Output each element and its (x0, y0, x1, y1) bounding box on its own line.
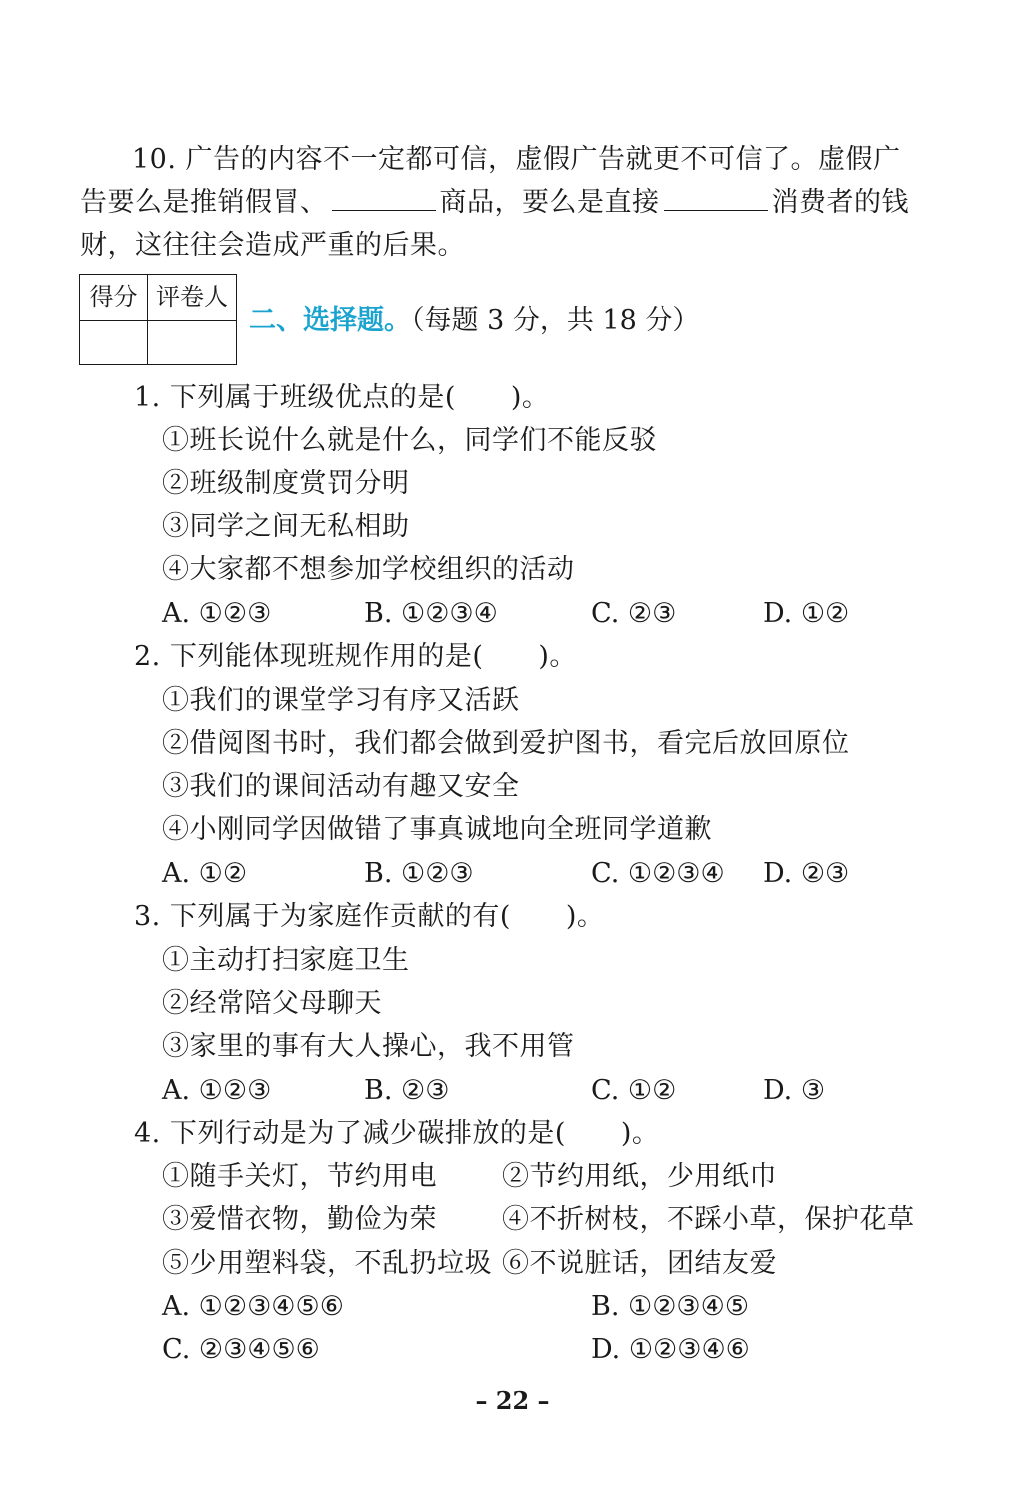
section-heading: 二、选择题。 (249, 305, 411, 336)
question-3-option-c[interactable]: C. ①② (591, 1075, 677, 1106)
question-1-option-c[interactable]: C. ②③ (591, 598, 677, 629)
question-1-stem: 1. 下列属于班级优点的是( )。 (134, 382, 550, 413)
question-3-option-d[interactable]: D. ③ (763, 1075, 826, 1106)
question-4-item-3: ③爱惜衣物，勤俭为荣 (162, 1204, 437, 1235)
question-4-item-6: ⑥不说脏话，团结友爱 (502, 1248, 777, 1279)
q10-line-2-part-c: 消费者的钱 (771, 187, 909, 218)
question-2-item-4: ④小刚同学因做错了事真诚地向全班同学道歉 (162, 814, 712, 845)
question-1-option-b[interactable]: B. ①②③④ (364, 598, 498, 629)
question-4-item-2: ②节约用纸，少用纸巾 (502, 1161, 777, 1192)
question-4-item-5: ⑤少用塑料袋，不乱扔垃圾 (162, 1248, 492, 1279)
score-table (79, 274, 237, 365)
question-4-stem: 4. 下列行动是为了减少碳排放的是( )。 (134, 1118, 660, 1149)
question-2-item-2: ②借阅图书时，我们都会做到爱护图书，看完后放回原位 (162, 728, 850, 759)
question-1-item-1: ①班长说什么就是什么，同学们不能反驳 (162, 425, 657, 456)
question-4-option-d[interactable]: D. ①②③④⑥ (591, 1334, 750, 1365)
question-2-option-a[interactable]: A. ①② (162, 858, 248, 889)
q10-line-2 (80, 186, 909, 220)
question-2-item-1: ①我们的课堂学习有序又活跃 (162, 685, 520, 716)
question-4-item-4: ④不折树枝，不踩小草，保护花草 (502, 1204, 915, 1235)
question-1-item-3: ③同学之间无私相助 (162, 511, 410, 542)
question-3-option-a[interactable]: A. ①②③ (162, 1075, 272, 1106)
question-1-option-a[interactable]: A. ①②③ (162, 598, 272, 629)
score-cell[interactable] (80, 321, 148, 364)
question-2-stem: 2. 下列能体现班规作用的是( )。 (134, 641, 577, 672)
question-1-item-2: ②班级制度赏罚分明 (162, 468, 410, 499)
grader-header: 评卷人 (148, 275, 236, 321)
question-4-option-b[interactable]: B. ①②③④⑤ (591, 1291, 750, 1322)
question-4-item-1: ①随手关灯，节约用电 (162, 1161, 437, 1192)
fill-blank-1[interactable] (332, 188, 436, 211)
fill-blank-2[interactable] (664, 188, 768, 211)
q10-line-3: 财，这往往会造成严重的后果。 (80, 230, 465, 261)
question-4-option-c[interactable]: C. ②③④⑤⑥ (162, 1334, 320, 1365)
score-header: 得分 (80, 275, 148, 321)
section-note: （每题 3 分，共 18 分） (411, 305, 700, 336)
question-2-option-d[interactable]: D. ②③ (763, 858, 850, 889)
section-title (249, 304, 699, 338)
q10-line-2-part-b: 商品，要么是直接 (439, 187, 660, 218)
question-1-option-d[interactable]: D. ①② (763, 598, 850, 629)
question-4-option-a[interactable]: A. ①②③④⑤⑥ (162, 1291, 344, 1322)
q10-line-2-part-a: 告要么是推销假冒、 (80, 187, 328, 218)
question-3-item-3: ③家里的事有大人操心，我不用管 (162, 1031, 575, 1062)
page-number: – 22 – (475, 1386, 550, 1415)
grader-cell[interactable] (148, 321, 236, 364)
question-2-option-c[interactable]: C. ①②③④ (591, 858, 725, 889)
question-3-item-1: ①主动打扫家庭卫生 (162, 945, 410, 976)
question-1-item-4: ④大家都不想参加学校组织的活动 (162, 554, 575, 585)
q10-line-1: 10. 广告的内容不一定都可信，虚假广告就更不可信了。虚假广 (132, 144, 901, 175)
question-3-stem: 3. 下列属于为家庭作贡献的有( )。 (134, 901, 605, 932)
question-2-option-b[interactable]: B. ①②③ (364, 858, 474, 889)
question-3-option-b[interactable]: B. ②③ (364, 1075, 450, 1106)
question-3-item-2: ②经常陪父母聊天 (162, 988, 382, 1019)
question-2-item-3: ③我们的课间活动有趣又安全 (162, 771, 520, 802)
